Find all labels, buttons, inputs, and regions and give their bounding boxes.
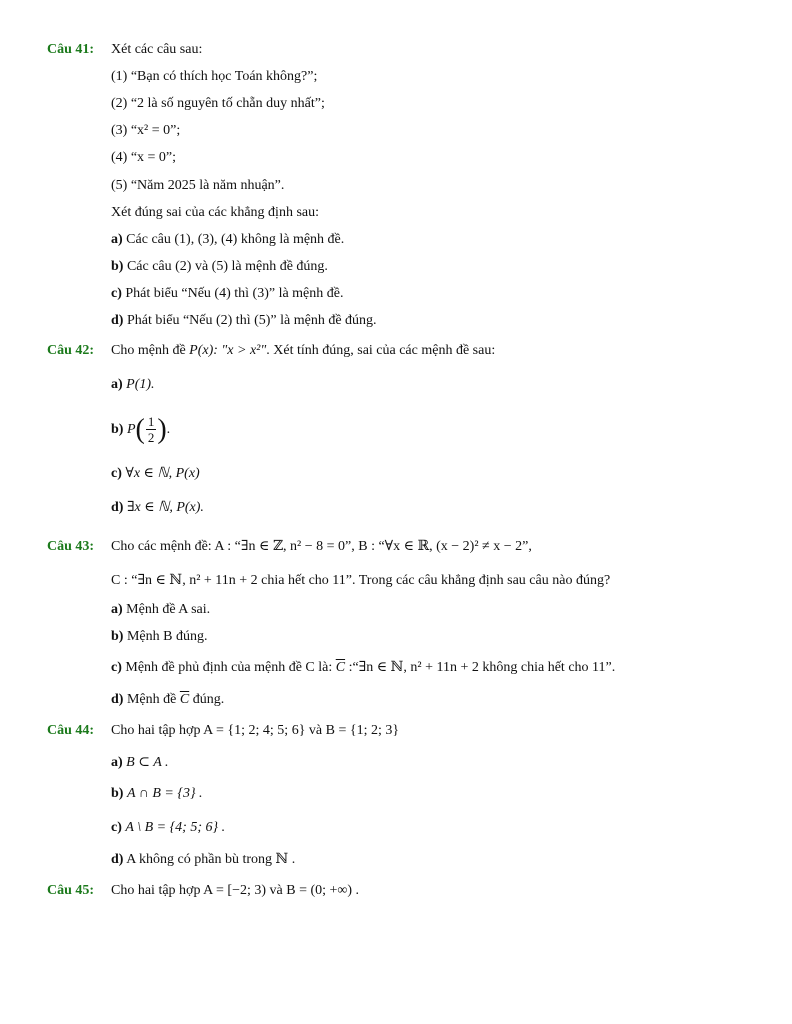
- q45-stem: Cho hai tập hợp A = [−2; 3) và B = (0; +∞) .: [111, 883, 360, 898]
- q44-stem: Cho hai tập hợp A = {1; 2; 4; 5; 6} và B = {1; 2; 3}: [111, 723, 400, 738]
- q44-option-c: c) A \ B = {4; 5; 6} .: [111, 820, 226, 835]
- q41-instruction: Xét đúng sai của các khẳng định sau:: [111, 205, 319, 220]
- q44-option-d: d) A không có phần bù trong ℕ .: [111, 852, 296, 867]
- q43-stem-line1: Cho các mệnh đề: A : “∃n ∈ ℤ, n² − 8 = 0”, B : “∀x ∈ ℝ, (x − 2)² ≠ x − 2”,: [111, 539, 532, 554]
- q43-label: Câu 43:: [47, 539, 95, 554]
- q42-option-a: a) P(1).: [111, 377, 155, 392]
- q41-item-1: (1) “Bạn có thích học Toán không?”;: [111, 69, 318, 84]
- q43-option-a: a) Mệnh đề A sai.: [111, 602, 211, 617]
- q41-item-4: (4) “x = 0”;: [111, 150, 177, 165]
- q41-option-c: c) Phát biểu “Nếu (4) thì (3)” là mệnh đề.: [111, 286, 344, 301]
- q41-option-a: a) Các câu (1), (3), (4) không là mệnh đề.: [111, 232, 345, 247]
- q41-option-d: d) Phát biểu “Nếu (2) thì (5)” là mệnh đề đúng.: [111, 313, 377, 328]
- q43-stem-line2: C : “∃n ∈ ℕ, n² + 11n + 2 chia hết cho 11”. Trong các câu khẳng định sau câu nào đúng?: [111, 573, 611, 588]
- q43-option-c: c) Mệnh đề phủ định của mệnh đề C là: $\overline{C}$ :“∃n ∈ ℕ, n² + 11n + 2 không chia hết cho 11”.: [111, 660, 616, 675]
- q41-stem: Xét các câu sau:: [111, 42, 203, 57]
- q41-item-2: (2) “2 là số nguyên tố chẵn duy nhất”;: [111, 96, 325, 111]
- q44-label: Câu 44:: [47, 723, 95, 738]
- q42-stem: Cho mệnh đề P(x): "x > x²". Xét tính đúng, sai của các mệnh đề sau:: [111, 343, 496, 358]
- q45-label: Câu 45:: [47, 883, 95, 898]
- q41-label: Câu 41:: [47, 42, 95, 57]
- q41-item-3: (3) “x² = 0”;: [111, 123, 181, 138]
- q42-option-b: b) P( $\frac{1}{2}$ ).: [111, 413, 171, 446]
- q43-option-d: d) Mệnh đề $\overline{C}$ đúng.: [111, 692, 225, 707]
- q41-option-b: b) Các câu (2) và (5) là mệnh đề đúng.: [111, 259, 328, 274]
- q42-label: Câu 42:: [47, 343, 95, 358]
- q44-option-a: a) B ⊂ A .: [111, 755, 169, 770]
- q42-option-d: d) ∃x ∈ ℕ, P(x).: [111, 500, 204, 515]
- q42-option-c: c) ∀x ∈ ℕ, P(x): [111, 466, 200, 481]
- q44-option-b: b) A ∩ B = {3} .: [111, 786, 203, 801]
- q43-option-b: b) Mệnh B đúng.: [111, 629, 208, 644]
- q41-item-5: (5) “Năm 2025 là năm nhuận”.: [111, 178, 285, 193]
